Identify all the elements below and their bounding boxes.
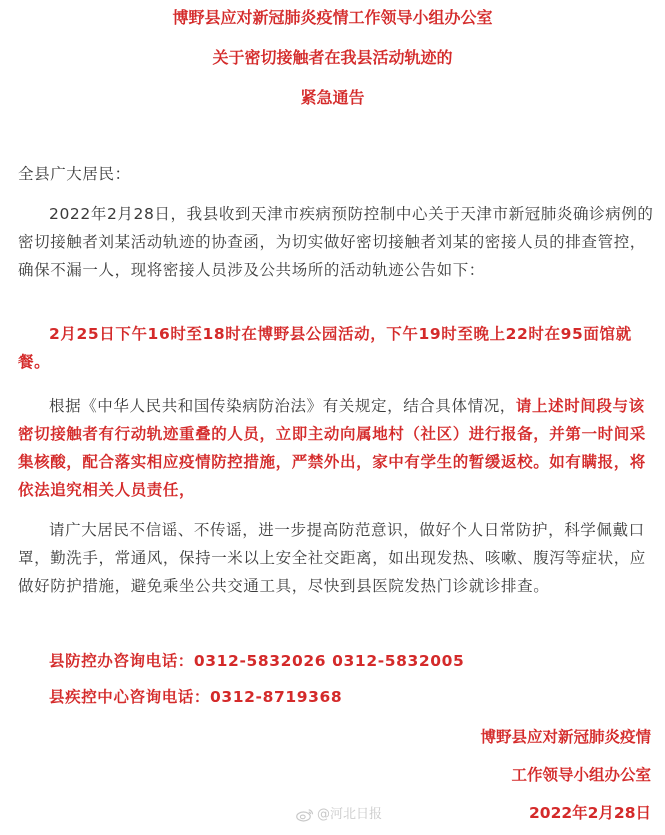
- requirements-emphasis: 请上述时间段与该密切接触者有行动轨迹重叠的人员，立即主动向属地村（社区）进行报备，并第一时间采集核酸，配合落实相应疫情防控措施，严禁外出，家中有学生的暂缓返校。如有瞒报，将依法追究相关人员责任，: [18, 397, 646, 499]
- requirements-intro: 根据《中华人民共和国传染病防治法》有关规定，结合具体情况，: [49, 397, 516, 415]
- contact-hotline-cdc: 县疾控中心咨询电话：0312-8719368: [49, 688, 343, 706]
- watermark-text: @河北日报: [317, 807, 383, 822]
- paragraph-requirements: [0, 392, 665, 504]
- weibo-icon: [296, 808, 314, 822]
- greeting: 全县广大居民：: [18, 165, 131, 183]
- notice-title-line3: 紧急通告: [300, 88, 365, 107]
- signature-date: 2022年2月28日: [529, 804, 651, 822]
- paragraph-trajectory: 2月25日下午16时至18时在博野县公园活动，下午19时至晚上22时在95面馆就餐。: [18, 325, 632, 371]
- notice-title-line2: 关于密切接触者在我县活动轨迹的: [212, 48, 453, 67]
- paragraph-background: 2022年2月28日，我县收到天津市疾病预防控制中心关于天津市新冠肺炎确诊病例的密切接触者刘某活动轨迹的协查函，为切实做好密切接触者刘某的密接人员的排查管控，确保不漏一人，现将密接人员涉及公共场所的活动轨迹公告如下：: [18, 205, 654, 279]
- notice-title-line1: 博野县应对新冠肺炎疫情工作领导小组办公室: [172, 8, 493, 27]
- signature-org-line2: 工作领导小组办公室: [511, 766, 651, 784]
- contact-hotline-prevention-office: 县防控办咨询电话：0312-5832026 0312-5832005: [49, 652, 465, 670]
- watermark: [296, 805, 382, 825]
- paragraph-advice: 请广大居民不信谣、不传谣，进一步提高防范意识，做好个人日常防护，科学佩戴口罩，勤洗手，常通风，保持一米以上安全社交距离，如出现发热、咳嗽、腹泻等症状，应做好防护措施，避免乘坐公共交通工具，尽快到县医院发热门诊就诊排查。: [18, 521, 646, 595]
- signature-org-line1: 博野县应对新冠肺炎疫情: [480, 728, 651, 746]
